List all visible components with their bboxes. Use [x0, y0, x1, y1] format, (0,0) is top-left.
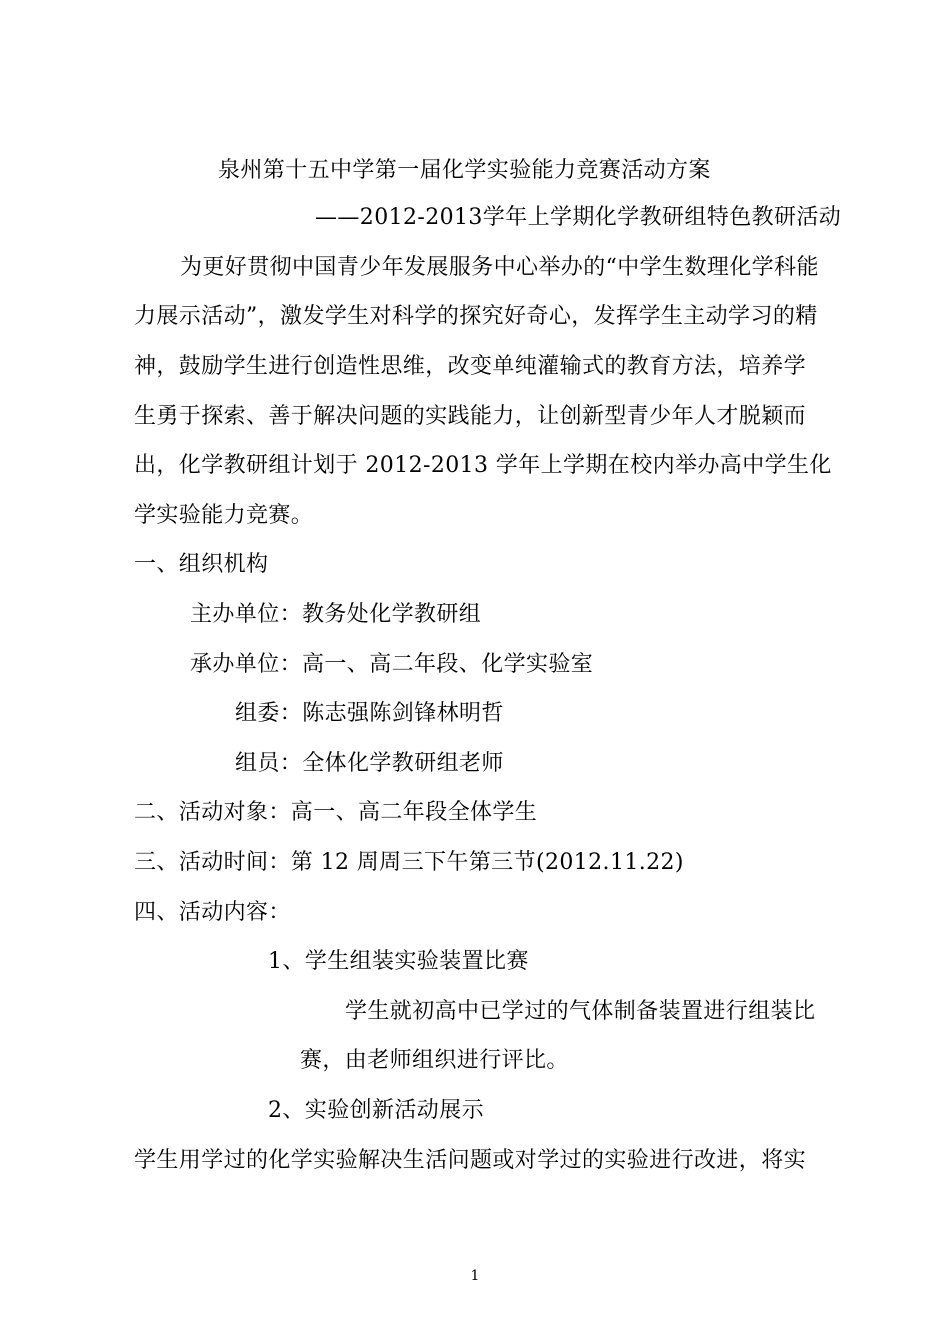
content-item-2-text: 学生用学过的化学实验解决生活问题或对学过的实验进行改进，将实	[134, 1148, 807, 1173]
document-subtitle: ——2012-2013学年上学期化学教研组特色教研活动	[315, 205, 842, 230]
section-heading-organization: 一、组织机构	[134, 552, 269, 577]
host-line: 承办单位：高一、高二年段、化学实验室	[190, 652, 594, 677]
document-title: 泉州第十五中学第一届化学实验能力竞赛活动方案	[218, 158, 711, 183]
intro-line: 出，化学教研组计划于 2012-2013 学年上学期在校内举办高中学生化	[134, 453, 832, 478]
content-item-1-text: 学生就初高中已学过的气体制备装置进行组装比	[345, 999, 816, 1024]
content-item-1-title: 1、学生组装实验装置比赛	[268, 949, 529, 974]
organizer-line: 主办单位：教务处化学教研组	[190, 602, 482, 627]
intro-line: 生勇于探索、善于解决问题的实践能力，让创新型青少年人才脱颖而	[134, 404, 807, 429]
members-line: 组员：全体化学教研组老师	[235, 751, 504, 776]
section-participants: 二、活动对象：高一、高二年段全体学生	[134, 800, 538, 825]
committee-line: 组委：陈志强陈剑锋林明哲	[235, 701, 504, 726]
section-time: 三、活动时间：第 12 周周三下午第三节(2012.11.22)	[134, 850, 684, 875]
intro-line: 力展示活动”，激发学生对科学的探究好奇心，发挥学生主动学习的精	[134, 304, 818, 329]
content-item-1-text: 赛，由老师组织进行评比。	[300, 1048, 569, 1073]
page-number: 1	[470, 1268, 480, 1284]
content-item-2-title: 2、实验创新活动展示	[268, 1098, 484, 1123]
intro-line: 神，鼓励学生进行创造性思维，改变单纯灌输式的教育方法，培养学	[134, 354, 807, 379]
intro-line: 学实验能力竞赛。	[134, 503, 314, 528]
intro-line: 为更好贯彻中国青少年发展服务中心举办的“中学生数理化学科能	[180, 255, 819, 280]
section-heading-content: 四、活动内容：	[134, 900, 291, 925]
